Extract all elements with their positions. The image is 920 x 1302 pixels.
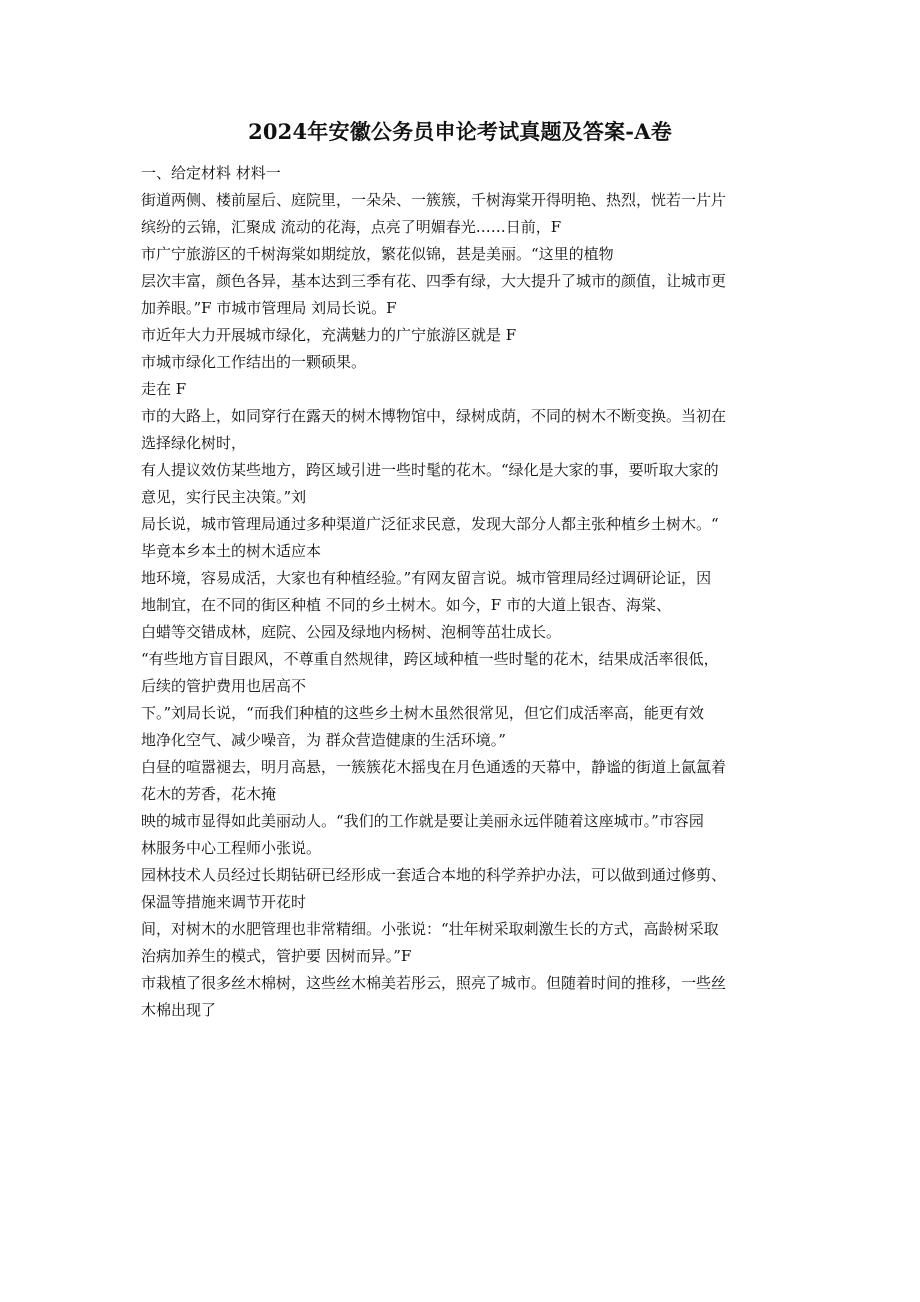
text-line: 市城市绿化工作结出的一颗硕果。 (141, 353, 367, 371)
text-line: 有人提议效仿某些地方，跨区域引进一些时髦的花木。“绿化是大家的事，要听取大家的 (141, 461, 719, 479)
text-line: 白蜡等交错成林，庭院、公园及绿地内杨树、泡桐等茁壮成长。 (141, 623, 562, 641)
text-line: 木棉出现了 (141, 1001, 217, 1019)
text-line: 毕竟本乡本土的树木适应本 (141, 542, 322, 560)
text-line: 治病加养生的模式，管护要 因树而异。”F (141, 947, 412, 965)
text-line: 间，对树木的水肥管理也非常精细。小张说：“壮年树采取刺激生长的方式，高龄树采取 (141, 920, 719, 938)
text-line: 市的大路上，如同穿行在露天的树木博物馆中，绿树成荫，不同的树木不断变换。当初在 (141, 407, 727, 425)
document-title: 2024年安徽公务员申论考试真题及答案-A卷 (248, 119, 672, 144)
text-line: 映的城市显得如此美丽动人。“我们的工作就是要让美丽永远伴随着这座城市。”市容园 (141, 812, 704, 830)
text-line: 街道两侧、楼前屋后、庭院里，一朵朵、一簇簇，千树海棠开得明艳、热烈，恍若一片片 (141, 191, 727, 209)
text-line: 局长说，城市管理局通过多种渠道广泛征求民意，发现大部分人都主张种植乡土树木。“ (141, 515, 719, 533)
text-line: 地净化空气、减少噪音，为 群众营造健康的生活环境。” (141, 731, 506, 749)
text-line: “有些地方盲目跟风，不尊重自然规律，跨区域种植一些时髦的花木，结果成活率很低， (141, 650, 719, 668)
text-line: 选择绿化树时， (141, 434, 247, 452)
text-line: 白昼的喧嚣褪去，明月高悬，一簇簇花木摇曳在月色通透的天幕中，静谧的街道上氤氲着 (141, 758, 727, 776)
text-line: 下。”刘局长说，“而我们种植的这些乡土树木虽然很常见，但它们成活率高，能更有效 (141, 704, 704, 722)
text-line: 地制宜，在不同的街区种植 不同的乡土树木。如今，F 市的大道上银杏、海棠、 (141, 596, 671, 614)
text-line: 层次丰富，颜色各异，基本达到三季有花、四季有绿，大大提升了城市的颜值，让城市更 (141, 272, 727, 290)
text-line: 市近年大力开展城市绿化，充满魅力的广宁旅游区就是 F (141, 326, 517, 344)
text-line: 加养眼。”F 市城市管理局 刘局长说。F (141, 299, 397, 317)
text-line: 一、给定材料 材料一 (141, 164, 281, 182)
text-line: 地环境，容易成活，大家也有种植经验。”有网友留言说。城市管理局经过调研论证，因 (141, 569, 712, 587)
text-line: 花木的芳香，花木掩 (141, 785, 277, 803)
text-line: 走在 F (141, 380, 187, 398)
text-line: 市广宁旅游区的千树海棠如期绽放，繁花似锦，甚是美丽。“这里的植物 (141, 245, 614, 263)
text-line: 林服务中心工程师小张说。 (141, 839, 322, 857)
text-line: 后续的管护费用也居高不 (141, 677, 307, 695)
text-line: 园林技术人员经过长期钻研已经形成一套适合本地的科学养护办法，可以做到通过修剪、 (141, 866, 727, 884)
text-line: 保温等措施来调节开花时 (141, 893, 307, 911)
text-line: 意见，实行民主决策。”刘 (141, 488, 307, 506)
document-body (141, 160, 781, 1024)
text-line: 市栽植了很多丝木棉树，这些丝木棉美若彤云，照亮了城市。但随着时间的推移，一些丝 (141, 974, 727, 992)
text-line: 缤纷的云锦，汇聚成 流动的花海，点亮了明媚春光……日前，F (141, 218, 562, 236)
